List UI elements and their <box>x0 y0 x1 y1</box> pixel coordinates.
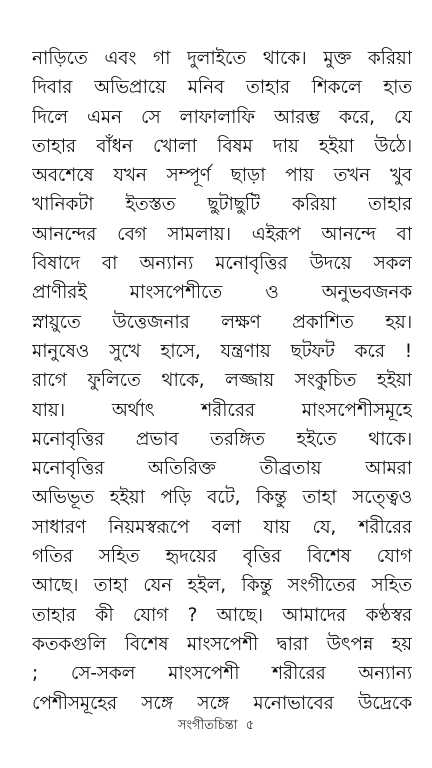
text-line: মনোবৃত্তির অতিরিক্ত তীব্রতায় আমরা <box>32 458 412 480</box>
text-line: প্রাণীরই মাংসপেশীতে ও অনুভবজনক <box>32 282 412 304</box>
running-title: সংগীতচিন্তা <box>177 718 238 733</box>
text-line: ; সে-সকল মাংসপেশী শরীরের অন্যান্য <box>32 663 412 685</box>
text-line: পেশীসমূহের সঙ্গে সঙ্গে মনোভাবের উদ্রেকে <box>32 692 412 714</box>
text-line: দিলে এমন সে লাফালাফি আরম্ভ করে, যে <box>32 106 412 128</box>
text-line: যায়। অর্থাৎ শরীরের মাংসপেশীসমূহে <box>32 399 412 421</box>
text-line: গতির সহিত হৃদয়ের বৃত্তির বিশেষ যোগ <box>32 546 412 568</box>
text-line: বিষাদে বা অন্যান্য মনোবৃত্তির উদয়ে সকল <box>32 253 412 275</box>
text-line: মনোবৃত্তির প্রভাব তরঙ্গিত হইতে থাকে। <box>32 428 412 450</box>
text-line: সাধারণ নিয়মস্বরূপে বলা যায় যে, শরীরের <box>32 516 412 538</box>
text-line: কতকগুলি বিশেষ মাংসপেশী দ্বারা উৎপন্ন হয় <box>32 633 412 655</box>
text-line: আছে। তাহা যেন হইল, কিন্তু সংগীতের সহিত <box>32 575 412 597</box>
text-line: নাড়িতে এবং গা দুলাইতে থাকে। মুক্ত করিয়া <box>32 48 412 69</box>
text-line: অবশেষে যখন সম্পূর্ণ ছাড়া পায় তখন খুব <box>32 165 412 187</box>
text-line: খানিকটা ইতস্তত ছুটাছুটি করিয়া তাহার <box>32 194 412 216</box>
body-text <box>32 44 412 718</box>
text-line: দিবার অভিপ্রায়ে মনিব তাহার শিকলে হাত <box>32 77 412 99</box>
text-line: স্নায়ুতে উত্তেজনার লক্ষণ প্রকাশিত হয়। <box>32 311 412 333</box>
text-line: আনন্দের বেগ সামলায়। এইরূপ আনন্দে বা <box>32 223 412 245</box>
page-footer <box>0 716 432 737</box>
text-line: মানুষেও সুখে হাসে, যন্ত্রণায় ছটফট করে ! <box>32 340 412 362</box>
text-line: রাগে ফুলিতে থাকে, লজ্জায় সংকুচিত হইয়া <box>32 370 412 392</box>
text-line: তাহার বাঁধন খোলা বিষম দায় হইয়া উঠে। <box>32 135 412 157</box>
page-number: ৫ <box>245 718 255 733</box>
text-line: অভিভূত হইয়া পড়ি বটে, কিন্তু তাহা সত্ত্বেও <box>32 487 412 509</box>
text-line: তাহার কী যোগ ? আছে। আমাদের কণ্ঠস্বর <box>32 604 412 626</box>
